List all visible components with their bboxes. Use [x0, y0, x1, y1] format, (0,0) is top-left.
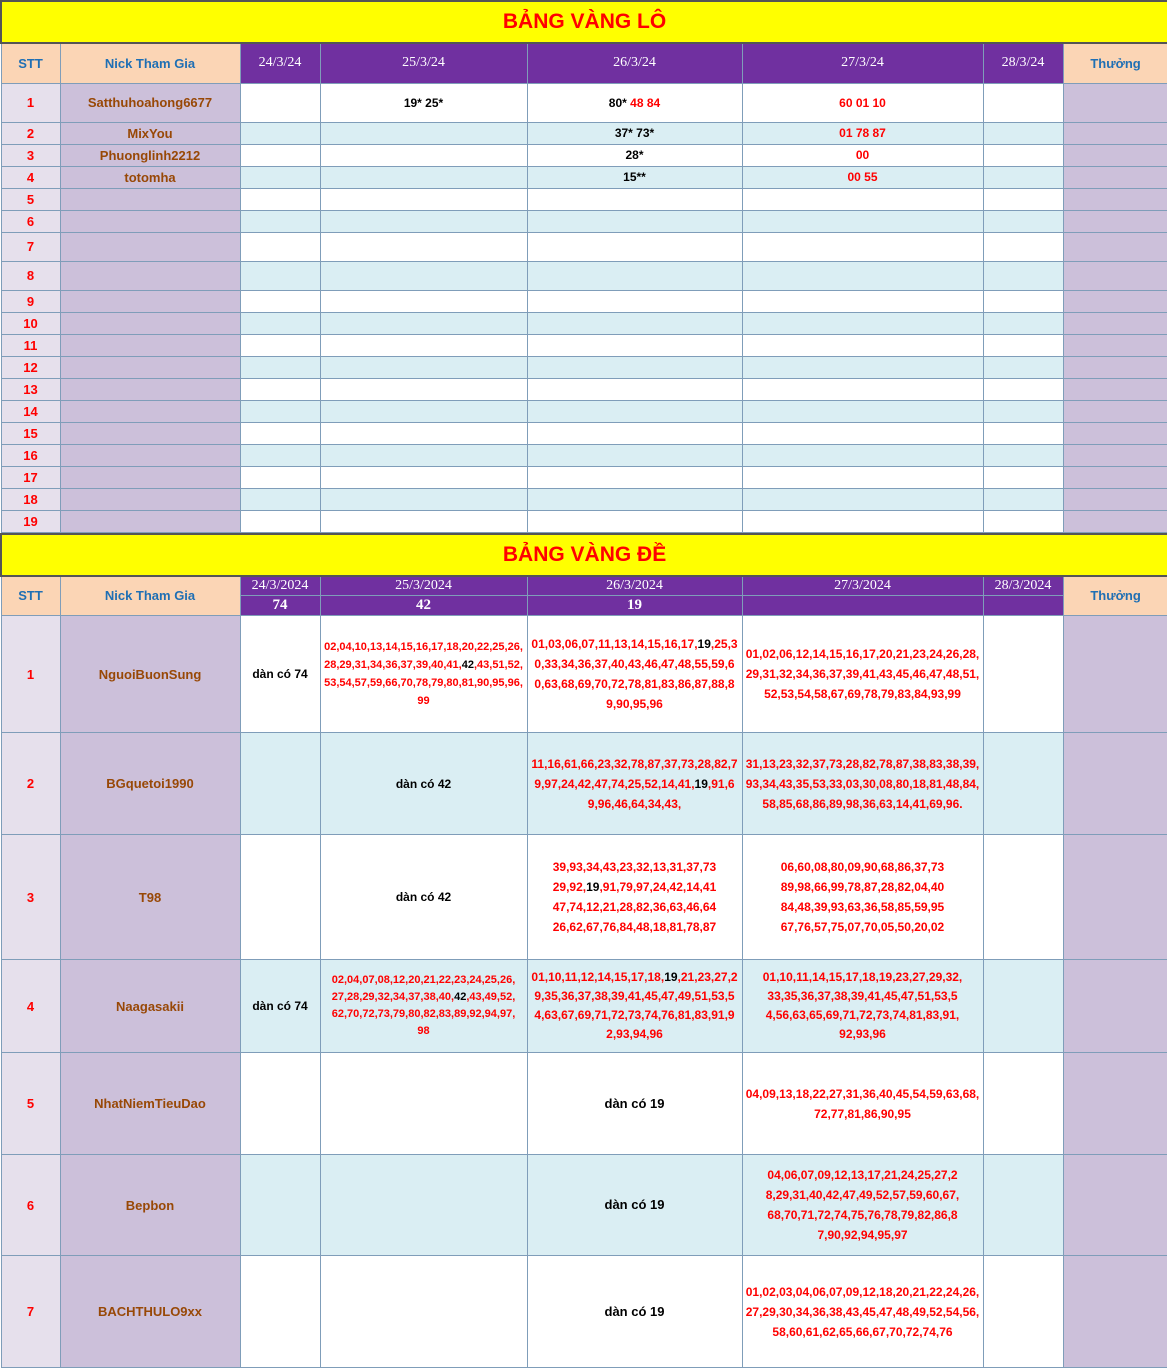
lo-row-stt: 16: [1, 444, 60, 466]
lo-row-nick: [60, 400, 240, 422]
lo-cell: 01 78 87: [742, 122, 983, 144]
lo-row-thuong: [1063, 122, 1167, 144]
lo-row-stt: 15: [1, 422, 60, 444]
lo-row-nick: [60, 510, 240, 532]
de-header-date: 26/3/2024: [527, 576, 742, 596]
lo-row-nick: [60, 261, 240, 290]
lo-row-nick: totomha: [60, 166, 240, 188]
lo-row-stt: 5: [1, 188, 60, 210]
lo-row: [1, 510, 1167, 532]
lo-cell: 60 01 10: [742, 83, 983, 122]
lo-header-date: 27/3/24: [742, 43, 983, 83]
lo-row: [1, 144, 1167, 166]
lo-row: [1, 210, 1167, 232]
de-cell-part: 42: [462, 659, 474, 671]
lo-cell: [320, 166, 527, 188]
lo-cell: [240, 144, 320, 166]
de-cell: 31,13,23,32,37,73,28,82,78,87,38,83,38,39,93,34,43,35,53,33,03,30,08,80,18,81,48,84,58,85,68,86,89,98,36,63,14,41,69,96.: [742, 733, 983, 835]
lo-row-stt: 8: [1, 261, 60, 290]
lo-row-nick: [60, 488, 240, 510]
de-cell: 06,60,08,80,09,90,68,86,37,73 89,98,66,99,78,87,28,82,04,40 84,48,39,93,63,36,58,85,59,95 67,76,57,75,07,70,05,50,20,02: [742, 835, 983, 960]
lo-row-stt: 9: [1, 290, 60, 312]
de-cell: 01,02,06,12,14,15,16,17,20,21,23,24,26,28,29,31,32,34,36,37,39,41,43,45,46,47,48,51,52,53,54,58,67,69,78,79,83,84,93,99: [742, 616, 983, 733]
de-table: [0, 533, 1167, 1368]
lo-row: [1, 232, 1167, 261]
de-row-stt: 2: [1, 733, 60, 835]
de-row-stt: 3: [1, 835, 60, 960]
lo-row-nick: [60, 356, 240, 378]
lo-row: [1, 356, 1167, 378]
lo-header-date: 24/3/24: [240, 43, 320, 83]
de-header-date: 27/3/2024: [742, 576, 983, 596]
de-cell: [240, 835, 320, 960]
de-row: [1, 1155, 1167, 1256]
de-row-thuong: [1063, 616, 1167, 733]
lo-row-nick: [60, 312, 240, 334]
de-cell-part: 19: [664, 970, 677, 984]
lo-row-stt: 7: [1, 232, 60, 261]
lo-cell: 37* 73*: [527, 122, 742, 144]
de-row-thuong: [1063, 835, 1167, 960]
lo-cell: [527, 83, 742, 122]
de-row-stt: 6: [1, 1155, 60, 1256]
lo-cell: 00 55: [742, 166, 983, 188]
de-cell: 04,06,07,09,12,13,17,21,24,25,27,28,29,31,40,42,47,49,52,57,59,60,67,68,70,71,72,74,75,76,78,79,82,86,87,90,92,94,95,97: [742, 1155, 983, 1256]
de-cell: [983, 1053, 1063, 1155]
de-cell: [527, 835, 742, 960]
de-row: [1, 960, 1167, 1053]
lo-row: [1, 422, 1167, 444]
lo-row-stt: 12: [1, 356, 60, 378]
de-cell: [240, 1053, 320, 1155]
lo-cell: [983, 122, 1063, 144]
lo-row-nick: [60, 210, 240, 232]
de-row: [1, 616, 1167, 733]
de-cell-part: ,43,51,52,53,54,57,59,66,70,78,79,80,81,90,95,96,99: [324, 659, 523, 707]
de-cell-part: ,91,69,96,46,64,34,43,: [588, 777, 735, 811]
lo-row-thuong: [1063, 144, 1167, 166]
de-header-date: 25/3/2024: [320, 576, 527, 596]
lo-cell: [983, 144, 1063, 166]
lo-row-nick: Satthuhoahong6677: [60, 83, 240, 122]
de-row-thuong: [1063, 1256, 1167, 1368]
lo-row-nick: MixYou: [60, 122, 240, 144]
de-header-nick: Nick Tham Gia: [60, 576, 240, 616]
lo-row-nick: [60, 422, 240, 444]
de-cell: dàn có 19: [527, 1256, 742, 1368]
de-header-result: [742, 596, 983, 616]
lo-row-stt: 3: [1, 144, 60, 166]
de-header-result: 42: [320, 596, 527, 616]
lo-cell: 00: [742, 144, 983, 166]
lo-row-thuong: [1063, 166, 1167, 188]
de-cell-part: 02,04,10,13,14,15,16,17,18,20,22,25,26,28,29,31,34,36,37,39,40,41,: [324, 641, 523, 671]
de-row-thuong: [1063, 733, 1167, 835]
lo-row-nick: Phuonglinh2212: [60, 144, 240, 166]
de-cell-part: 19: [586, 880, 599, 894]
de-row-nick: Naagasakii: [60, 960, 240, 1053]
lo-row: [1, 188, 1167, 210]
de-row-nick: NhatNiemTieuDao: [60, 1053, 240, 1155]
de-cell: [320, 1256, 527, 1368]
lo-cell: [240, 122, 320, 144]
de-cell-part: 19: [698, 637, 711, 651]
de-cell: [527, 733, 742, 835]
lo-row-stt: 4: [1, 166, 60, 188]
de-cell-part: 02,04,07,08,12,20,21,22,23,24,25,26,27,28,29,32,34,37,38,40,: [332, 974, 516, 1003]
lo-header-date: 28/3/24: [983, 43, 1063, 83]
de-header-date: 24/3/2024: [240, 576, 320, 596]
lo-cell: [320, 144, 527, 166]
de-cell: 01,10,11,14,15,17,18,19,23,27,29,32,33,35,36,37,38,39,41,45,47,51,53,54,56,63,65,69,71,72,73,74,81,83,91,92,93,96: [742, 960, 983, 1053]
lo-row-stt: 14: [1, 400, 60, 422]
de-cell-part: 01,03,06,07,11,13,14,15,16,17,: [531, 637, 697, 651]
de-cell-part: 01,10,11,12,14,15,17,18,: [531, 970, 664, 984]
de-cell-part: 39,93,34,43,23,32,13,31,37,73 29,92,: [553, 860, 717, 894]
lo-header-date: 25/3/24: [320, 43, 527, 83]
lo-row: [1, 444, 1167, 466]
de-cell: [983, 616, 1063, 733]
de-cell: 01,02,03,04,06,07,09,12,18,20,21,22,24,26,27,29,30,34,36,38,43,45,47,48,49,52,54,56,58,60,61,62,65,66,67,70,72,74,76: [742, 1256, 983, 1368]
lo-row-stt: 10: [1, 312, 60, 334]
lo-row-stt: 18: [1, 488, 60, 510]
de-cell: [320, 1155, 527, 1256]
de-row-thuong: [1063, 1155, 1167, 1256]
de-cell: [527, 960, 742, 1053]
de-row-thuong: [1063, 960, 1167, 1053]
lo-row: [1, 261, 1167, 290]
lo-header-nick: Nick Tham Gia: [60, 43, 240, 83]
lo-row-stt: 1: [1, 83, 60, 122]
de-row-nick: Bepbon: [60, 1155, 240, 1256]
de-cell: dàn có 42: [320, 835, 527, 960]
de-header-result: 19: [527, 596, 742, 616]
lo-header-date: 26/3/24: [527, 43, 742, 83]
lo-row: [1, 83, 1167, 122]
de-cell: [320, 616, 527, 733]
lo-row-nick: [60, 444, 240, 466]
de-cell: dàn có 42: [320, 733, 527, 835]
lo-row: [1, 400, 1167, 422]
lo-row: [1, 378, 1167, 400]
de-cell: [320, 1053, 527, 1155]
de-cell-part: 11,16,61,66,23,32,78,87,37,73,28,82,79,97,24,42,47,74,25,52,14,41,: [531, 757, 737, 791]
lo-row-stt: 17: [1, 466, 60, 488]
de-row: [1, 1053, 1167, 1155]
lo-row-nick: [60, 334, 240, 356]
lo-row-stt: 11: [1, 334, 60, 356]
de-row-stt: 7: [1, 1256, 60, 1368]
de-title: BẢNG VÀNG ĐỀ: [1, 534, 1167, 576]
lo-row-stt: 19: [1, 510, 60, 532]
de-header-result: [983, 596, 1063, 616]
lo-row-stt: 2: [1, 122, 60, 144]
de-header-result: 74: [240, 596, 320, 616]
lo-row-stt: 6: [1, 210, 60, 232]
lo-header-thuong: Thưởng: [1063, 43, 1167, 83]
lo-row-nick: [60, 188, 240, 210]
de-cell: dàn có 74: [240, 960, 320, 1053]
de-header-stt: STT: [1, 576, 60, 616]
de-cell: dàn có 74: [240, 616, 320, 733]
de-cell: [983, 835, 1063, 960]
lo-row-nick: [60, 466, 240, 488]
de-row-stt: 4: [1, 960, 60, 1053]
de-cell: [983, 1256, 1063, 1368]
de-cell-part: ,21,23,27,29,35,36,37,38,39,41,45,47,49,51,53,54,63,67,69,71,72,73,74,76,81,83,91,92,93,94,96: [534, 970, 737, 1041]
de-row-stt: 1: [1, 616, 60, 733]
lo-cell-part: 48 84: [627, 96, 660, 110]
lo-row-thuong: [1063, 83, 1167, 122]
lo-cell: [240, 83, 320, 122]
de-cell-part: ,43,49,52,62,70,72,73,79,80,82,83,89,92,94,97,98: [332, 991, 516, 1037]
de-row: [1, 1256, 1167, 1368]
lo-row: [1, 166, 1167, 188]
de-cell: [240, 1256, 320, 1368]
lo-row: [1, 290, 1167, 312]
de-cell: dàn có 19: [527, 1053, 742, 1155]
lo-cell: [320, 122, 527, 144]
de-row-nick: BACHTHULO9xx: [60, 1256, 240, 1368]
de-cell: dàn có 19: [527, 1155, 742, 1256]
lo-row: [1, 312, 1167, 334]
de-cell-part: 42: [454, 991, 466, 1003]
de-row-thuong: [1063, 1053, 1167, 1155]
de-cell-part: 19: [695, 777, 708, 791]
de-cell: [983, 733, 1063, 835]
de-cell: 04,09,13,18,22,27,31,36,40,45,54,59,63,68,72,77,81,86,90,95: [742, 1053, 983, 1155]
de-row: [1, 733, 1167, 835]
lo-cell: [983, 166, 1063, 188]
de-cell: [240, 1155, 320, 1256]
de-header-date: 28/3/2024: [983, 576, 1063, 596]
lo-cell: 19* 25*: [320, 83, 527, 122]
lo-cell: 15**: [527, 166, 742, 188]
de-row-nick: NguoiBuonSung: [60, 616, 240, 733]
de-cell: [983, 1155, 1063, 1256]
lo-row-stt: 13: [1, 378, 60, 400]
de-row-nick: BGquetoi1990: [60, 733, 240, 835]
lo-row-nick: [60, 290, 240, 312]
lo-row: [1, 466, 1167, 488]
de-cell-part: ,25,30,33,34,36,37,40,43,46,47,48,55,59,60,63,68,69,70,72,78,81,83,86,87,88,89,90,95,96: [534, 637, 737, 711]
lo-cell: [983, 83, 1063, 122]
de-cell: [527, 616, 742, 733]
de-cell: [983, 960, 1063, 1053]
lo-cell-part: 80*: [609, 96, 627, 110]
de-cell: [240, 733, 320, 835]
lo-cell: 28*: [527, 144, 742, 166]
de-cell-part: ,91,79,97,24,42,14,41 47,74,12,21,28,82,36,63,46,64 26,62,67,76,84,48,18,81,78,87: [553, 880, 717, 934]
lo-row-nick: [60, 378, 240, 400]
de-row-nick: T98: [60, 835, 240, 960]
lo-row: [1, 334, 1167, 356]
de-header-thuong: Thưởng: [1063, 576, 1167, 616]
lo-header-stt: STT: [1, 43, 60, 83]
de-cell: [320, 960, 527, 1053]
lo-cell: [240, 166, 320, 188]
lo-row: [1, 122, 1167, 144]
de-row-stt: 5: [1, 1053, 60, 1155]
lo-title: BẢNG VÀNG LÔ: [1, 1, 1167, 43]
lo-row: [1, 488, 1167, 510]
lo-table: [0, 0, 1167, 533]
de-row: [1, 835, 1167, 960]
lo-row-nick: [60, 232, 240, 261]
